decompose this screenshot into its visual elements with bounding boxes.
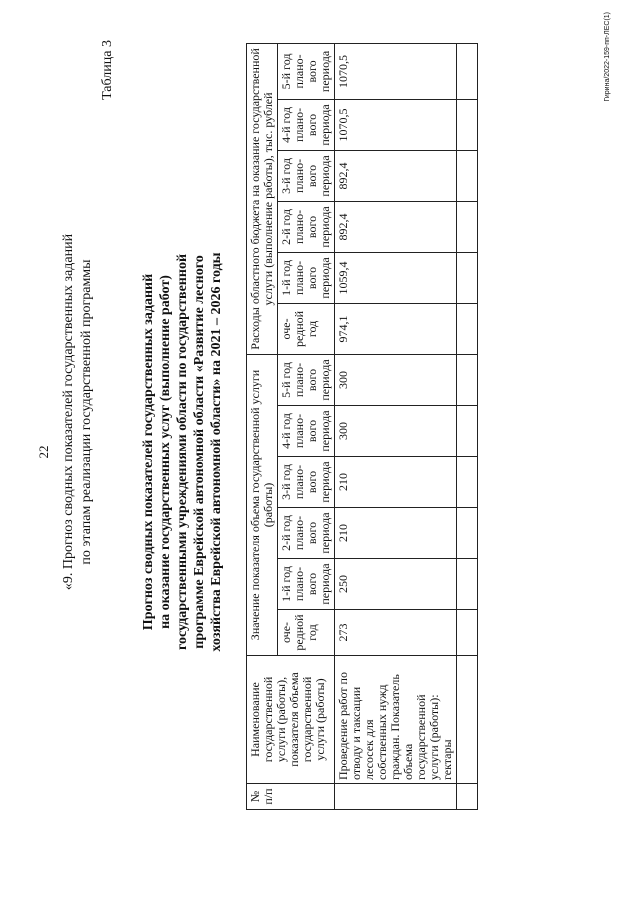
header-volume-period-1: 1-й год плано-вого периода (278, 559, 335, 610)
table-title-line5: хозяйства Еврейской автономной области» на 2021 – 2026 годы (209, 252, 224, 652)
blank-cell (457, 406, 478, 457)
table-title-line4: программе Еврейской автономной области «Развитие лесного (192, 255, 207, 649)
page-number: 22 (36, 445, 51, 459)
table-title-line2: на оказание государственных услуг (выполнение работ) (158, 275, 173, 629)
cell-volume-1: 250 (335, 559, 457, 610)
table-number: Таблица 3 (100, 40, 115, 100)
cell-name: Проведение работ по отводу и таксации лесосек для собственных нужд граждан. Показатель объема государственной услуги (работы): гектары (335, 656, 457, 784)
header-volume-period-0: оче-редной год (278, 610, 335, 656)
cell-volume-2: 210 (335, 508, 457, 559)
table-row-blank (457, 43, 478, 809)
cell-budget-3: 892,4 (335, 150, 457, 201)
header-budget-period-5: 5-й год плано-вого периода (278, 43, 335, 99)
forecast-table (246, 43, 478, 810)
table-title-line1: Прогноз сводных показателей государственных заданий (141, 273, 156, 631)
blank-cell (457, 43, 478, 99)
table-title-line3: государственными учреждениями области по государственной (175, 253, 190, 651)
blank-cell (457, 784, 478, 810)
header-budget-period-1: 1-й год плано-вого периода (278, 252, 335, 303)
header-budget-period-2: 2-й год плано-вого периода (278, 201, 335, 252)
table-row (335, 43, 457, 809)
blank-cell (457, 559, 478, 610)
section-heading-line1: «9. Прогноз сводных показателей государственных заданий (61, 233, 76, 591)
document-footer-code: Гирина/2022-159-пп-ЛЕС(1) (604, 12, 611, 102)
cell-volume-3: 210 (335, 457, 457, 508)
table-title (140, 0, 225, 904)
blank-cell (457, 303, 478, 354)
header-name: Наименование государственной услуги (работы), показателя объема государственной услуги (работы) (247, 656, 335, 784)
header-group-volume: Значение показателя объема государственной услуги (работы) (247, 354, 278, 655)
header-volume-period-4: 4-й год плано-вого периода (278, 406, 335, 457)
cell-budget-0: 974,1 (335, 303, 457, 354)
blank-cell (457, 508, 478, 559)
header-budget-period-0: оче-редной год (278, 303, 335, 354)
cell-budget-5: 1070,5 (335, 43, 457, 99)
blank-cell (457, 252, 478, 303)
cell-budget-1: 1059,4 (335, 252, 457, 303)
header-num: № п/п (247, 784, 335, 810)
header-group-budget: Расходы областного бюджета на оказание государственной услуги (выполнение работы), тыс. рублей (247, 43, 278, 354)
cell-volume-5: 300 (335, 354, 457, 405)
blank-cell (457, 457, 478, 508)
section-heading-line2: по этапам реализации государственной программы (79, 259, 94, 565)
header-volume-period-2: 2-й год плано-вого периода (278, 508, 335, 559)
cell-budget-4: 1070,5 (335, 99, 457, 150)
header-budget-period-4: 4-й год плано-вого периода (278, 99, 335, 150)
header-volume-period-5: 5-й год плано-вого периода (278, 354, 335, 405)
header-budget-period-3: 3-й год плано-вого периода (278, 150, 335, 201)
blank-cell (457, 99, 478, 150)
header-volume-period-3: 3-й год плано-вого периода (278, 457, 335, 508)
cell-num (335, 784, 457, 810)
blank-cell (457, 610, 478, 656)
cell-volume-0: 273 (335, 610, 457, 656)
cell-volume-4: 300 (335, 406, 457, 457)
blank-cell (457, 201, 478, 252)
blank-cell (457, 354, 478, 405)
cell-budget-2: 892,4 (335, 201, 457, 252)
table-header-row-1 (247, 43, 278, 809)
section-heading (60, 0, 96, 864)
blank-cell (457, 656, 478, 784)
blank-cell (457, 150, 478, 201)
